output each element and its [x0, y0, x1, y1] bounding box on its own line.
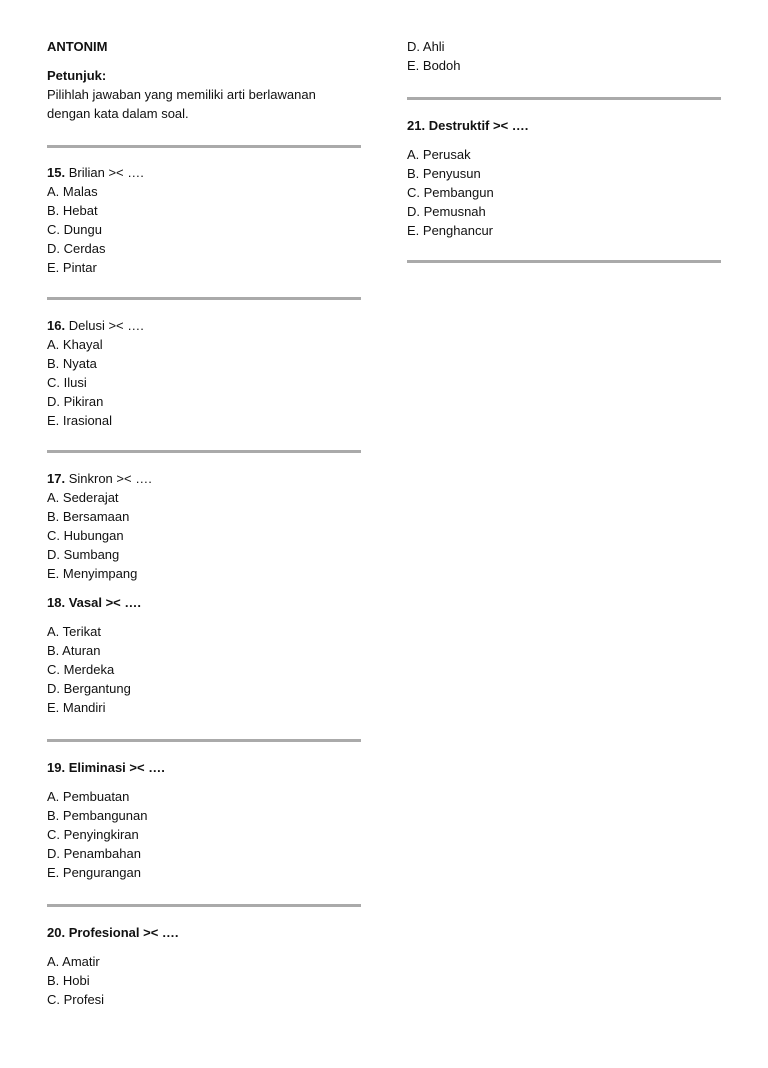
option[interactable]: A. Terikat [47, 624, 101, 639]
option[interactable]: C. Dungu [47, 222, 102, 237]
option[interactable]: E. Pintar [47, 260, 97, 275]
divider [407, 260, 721, 263]
option[interactable]: A. Amatir [47, 954, 100, 969]
instructions-label: Petunjuk: [47, 68, 107, 83]
option[interactable]: B. Hebat [47, 203, 98, 218]
divider [47, 145, 361, 148]
option[interactable]: C. Ilusi [47, 375, 87, 390]
question-19: 19. Eliminasi >< …. [47, 760, 165, 775]
option[interactable]: B. Hobi [47, 973, 90, 988]
question-18: 18. Vasal >< …. [47, 595, 141, 610]
option[interactable]: D. Pikiran [47, 394, 104, 409]
option[interactable]: E. Bodoh [407, 58, 461, 73]
section-title: ANTONIM [47, 39, 108, 54]
options-18 [47, 622, 361, 717]
question-16: 16. Delusi >< …. [47, 318, 144, 333]
option[interactable]: C. Penyingkiran [47, 827, 139, 842]
options-21 [407, 145, 721, 240]
option[interactable]: D. Sumbang [47, 547, 120, 562]
options-17 [47, 488, 361, 583]
option[interactable]: A. Perusak [407, 147, 471, 162]
left-column [47, 37, 361, 1009]
options-20 [47, 952, 361, 1009]
instructions-text: Pilihlah jawaban yang memiliki arti berlawanan dengan kata dalam soal. [47, 87, 316, 121]
question-21: 21. Destruktif >< …. [407, 118, 529, 133]
divider [47, 904, 361, 907]
option[interactable]: D. Pemusnah [407, 204, 486, 219]
options-16 [47, 335, 361, 430]
divider [47, 739, 361, 742]
option[interactable]: D. Cerdas [47, 241, 106, 256]
option[interactable]: E. Irasional [47, 413, 113, 428]
option[interactable]: A. Pembuatan [47, 789, 130, 804]
option[interactable]: E. Penghancur [407, 223, 494, 238]
divider [47, 450, 361, 453]
right-column [407, 37, 721, 263]
option[interactable]: B. Aturan [47, 643, 101, 658]
option[interactable]: B. Pembangunan [47, 808, 148, 823]
question-15: 15. Brilian >< …. [47, 165, 144, 180]
options-20-continued [407, 37, 721, 75]
option[interactable]: C. Hubungan [47, 528, 124, 543]
divider [47, 297, 361, 300]
option[interactable]: D. Penambahan [47, 846, 141, 861]
option[interactable]: C. Merdeka [47, 662, 115, 677]
option[interactable]: E. Menyimpang [47, 566, 138, 581]
option[interactable]: B. Bersamaan [47, 509, 130, 524]
option[interactable]: A. Malas [47, 184, 98, 199]
option[interactable]: C. Profesi [47, 992, 105, 1007]
option[interactable]: D. Ahli [407, 39, 445, 54]
divider [407, 97, 721, 100]
option[interactable]: E. Pengurangan [47, 865, 141, 880]
option[interactable]: A. Sederajat [47, 490, 119, 505]
options-15 [47, 182, 361, 277]
question-17: 17. Sinkron >< …. [47, 471, 152, 486]
option[interactable]: D. Bergantung [47, 681, 131, 696]
option[interactable]: C. Pembangun [407, 185, 494, 200]
option[interactable]: B. Penyusun [407, 166, 481, 181]
option[interactable]: E. Mandiri [47, 700, 106, 715]
option[interactable]: A. Khayal [47, 337, 103, 352]
options-19 [47, 787, 361, 882]
option[interactable]: B. Nyata [47, 356, 97, 371]
question-20: 20. Profesional >< …. [47, 925, 179, 940]
